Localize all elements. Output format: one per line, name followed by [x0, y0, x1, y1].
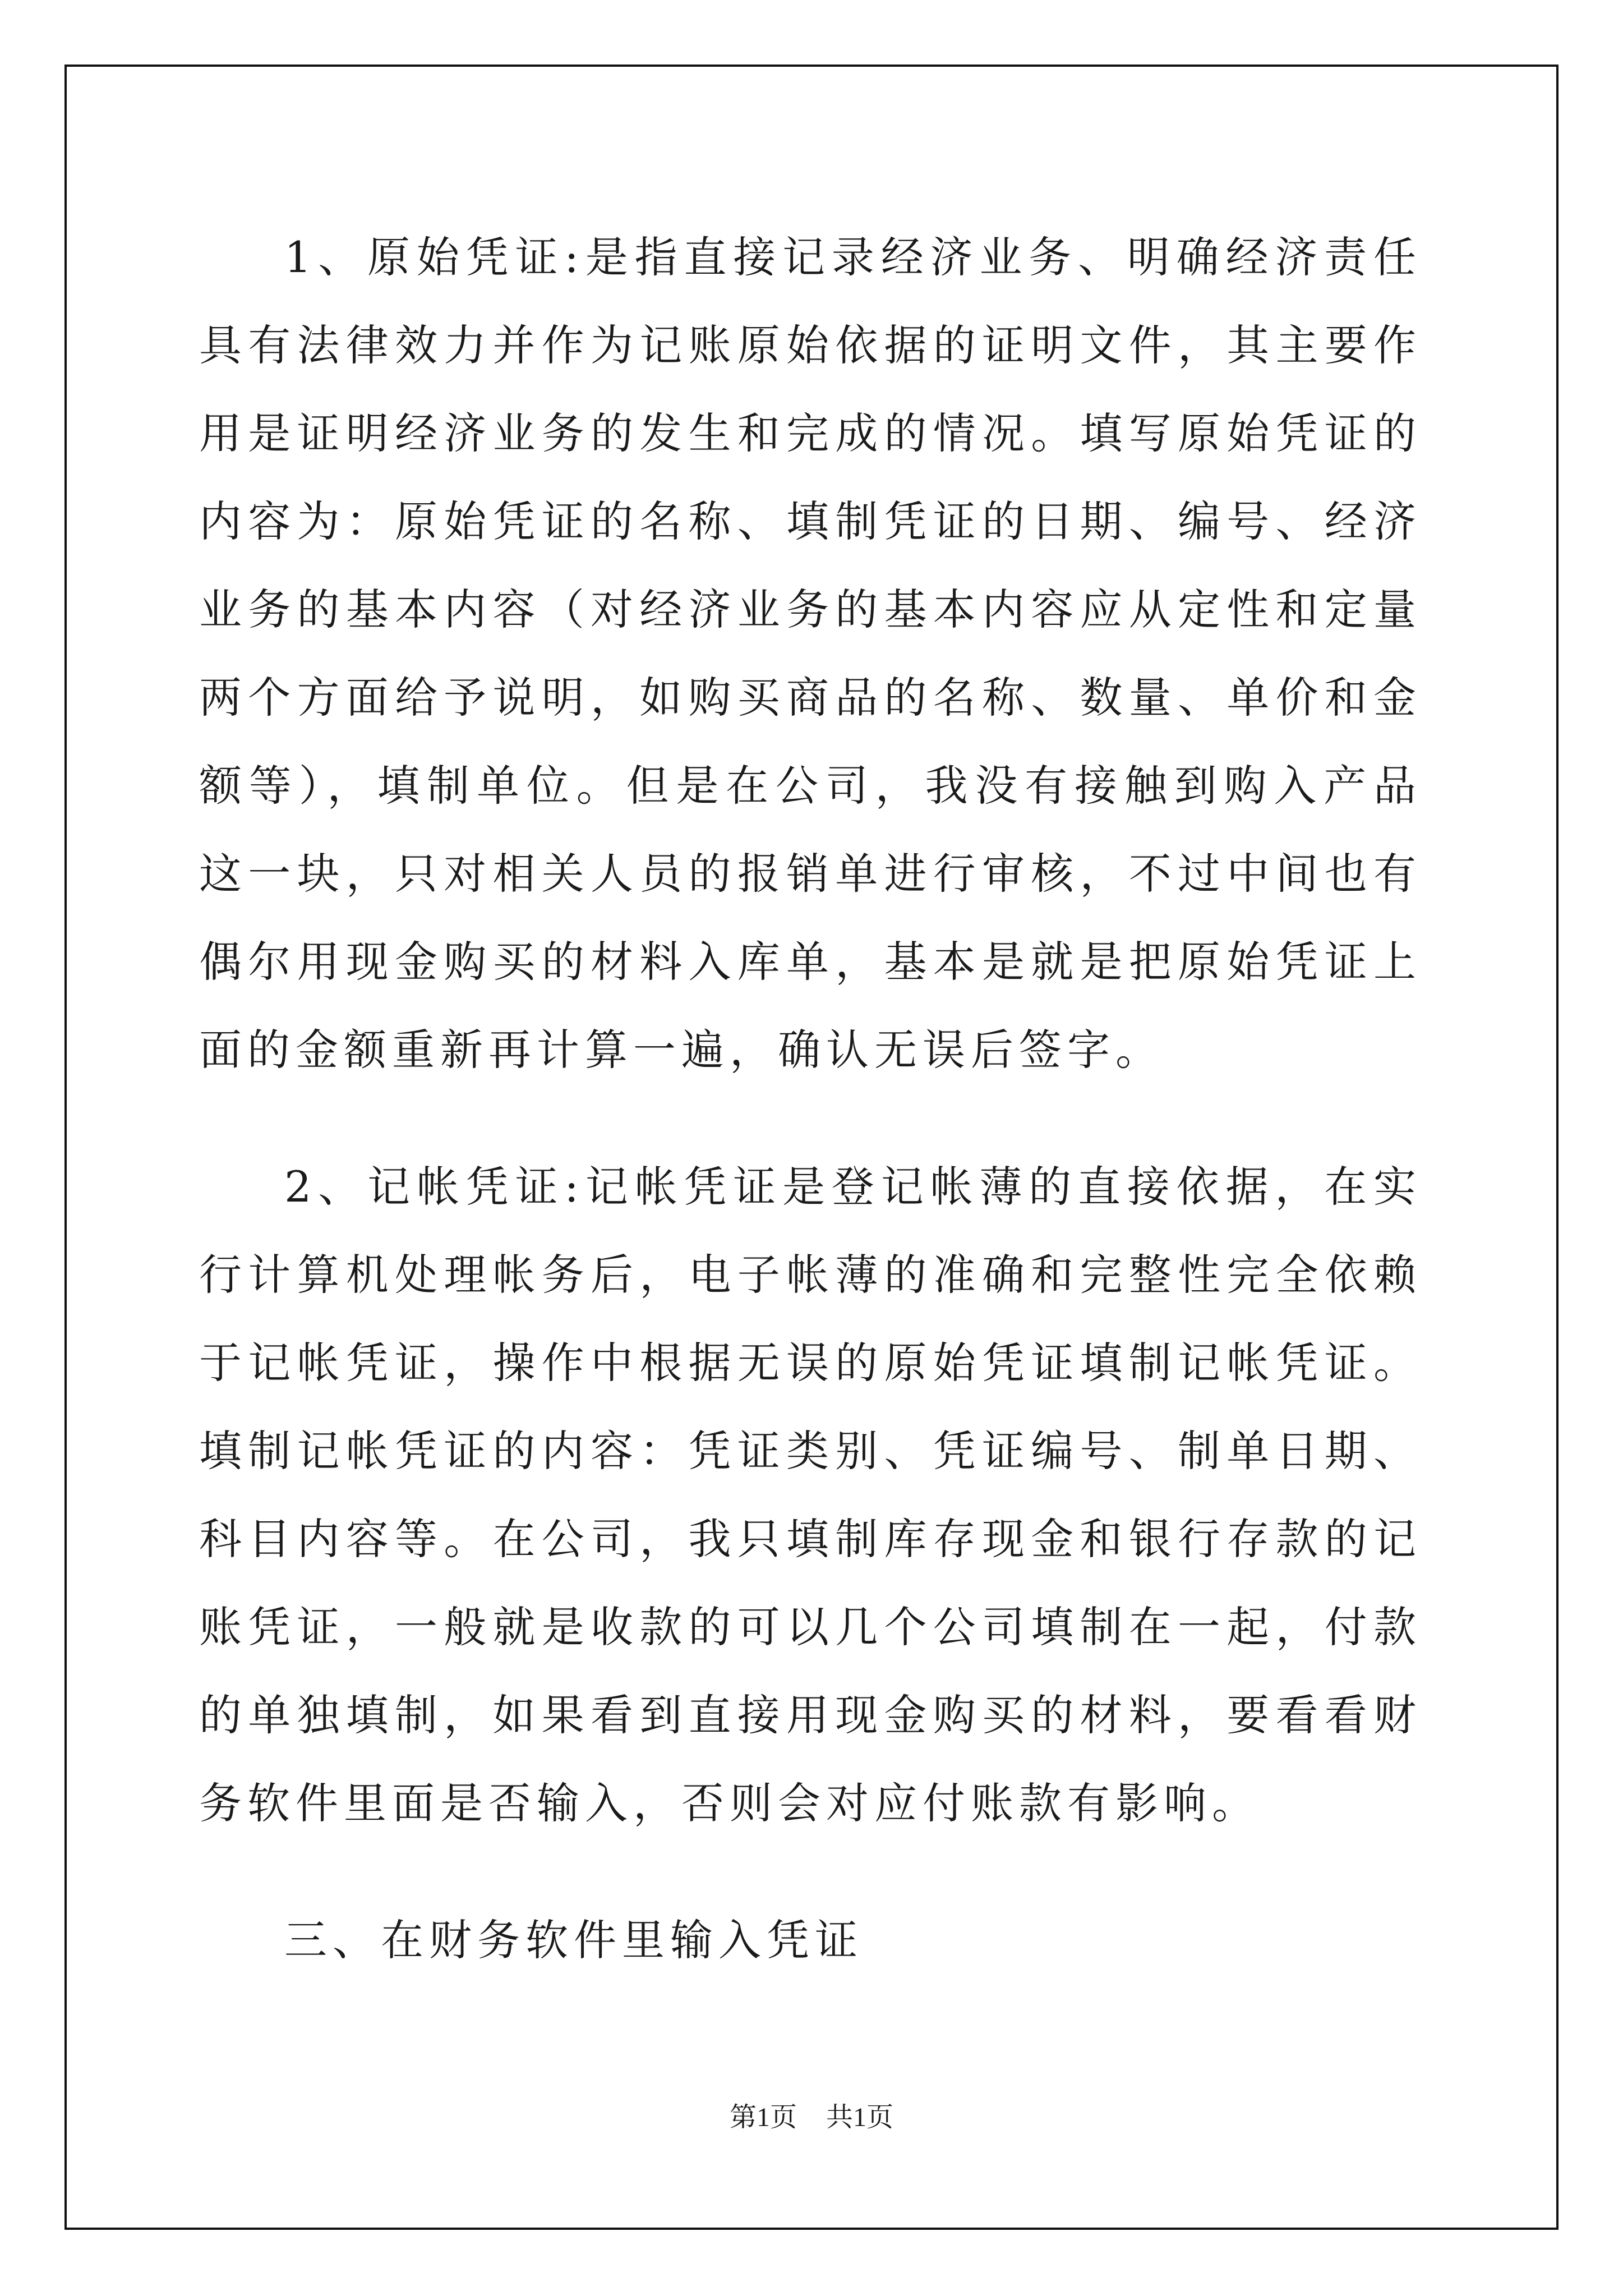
page-footer — [0, 2095, 1623, 2134]
page-number-current: 第1页 — [729, 2102, 797, 2132]
document-body — [199, 213, 1422, 1984]
section-heading-software-entry: 三、在财务软件里输入凭证 — [284, 1915, 863, 1965]
paragraph-accounting-voucher: 2、记帐凭证:记帐凭证是登记帐薄的直接依据，在实行计算机处理帐务后，电子帐薄的准确和完整性完全依赖于记帐凭证，操作中根据无误的原始凭证填制记帐凭证。填制记帐凭证的内容：凭证类别、凭证编号、制单日期、科目内容等。在公司，我只填制库存现金和银行存款的记账凭证，一般就是收款的可以几个公司填制在一起，付款的单独填制，如果看到直接用现金购买的材料，要看看财务软件里面是否输入，否则会对应付账款有影响。 — [199, 1162, 1422, 1828]
paragraph-original-voucher: 1、原始凭证:是指直接记录经济业务、明确经济责任具有法律效力并作为记账原始依据的证明文件，其主要作用是证明经济业务的发生和完成的情况。填写原始凭证的内容为：原始凭证的名称、填制凭证的日期、编号、经济业务的基本内容（对经济业务的基本内容应从定性和定量两个方面给予说明，如购买商品的名称、数量、单价和金额等），填制单位。但是在公司，我没有接触到购入产品这一块，只对相关人员的报销单进行审核，不过中间也有偶尔用现金购买的材料入库单，基本是就是把原始凭证上面的金额重新再计算一遍，确认无误后签字。 — [199, 232, 1422, 1075]
page-number-total: 共1页 — [826, 2102, 894, 2132]
